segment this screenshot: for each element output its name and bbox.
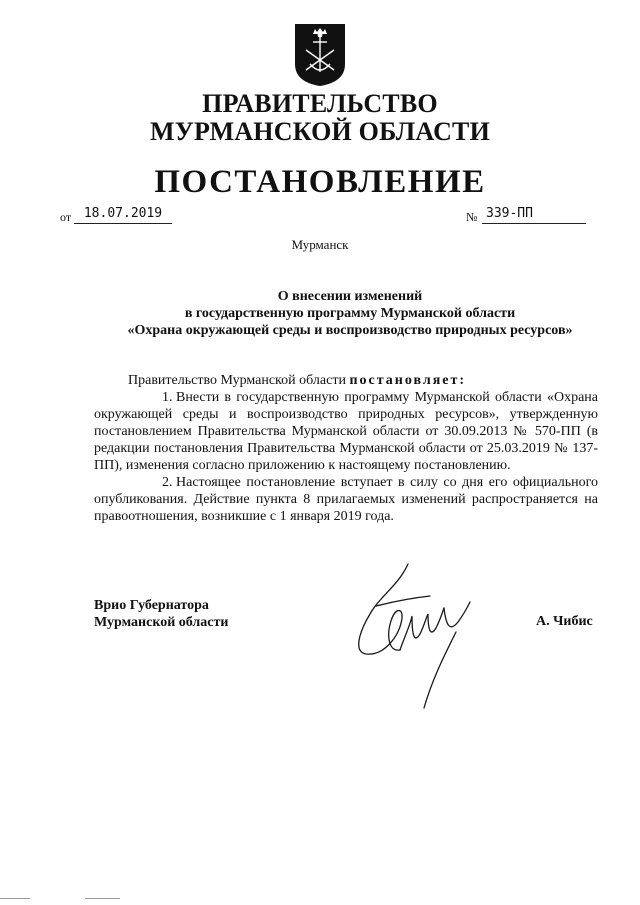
signer-position	[94, 597, 228, 631]
document-type: ПОСТАНОВЛЕНИЕ	[154, 164, 486, 200]
document-body	[94, 372, 598, 525]
handwritten-signature	[340, 556, 500, 716]
item-2-paragraph	[94, 474, 598, 525]
government-title-line2: МУРМАНСКОЙ ОБЛАСТИ	[149, 117, 491, 146]
document-subject	[0, 288, 640, 339]
signer-name: А. Чибис	[536, 614, 593, 629]
intro-paragraph	[94, 372, 598, 389]
item-2-number: 2.	[162, 475, 173, 490]
footer-divider	[85, 898, 120, 899]
number-prefix: №	[466, 210, 478, 224]
footer-divider	[0, 898, 30, 899]
government-title-line1: ПРАВИТЕЛЬСТВО	[202, 89, 438, 118]
city: Мурманск	[291, 237, 349, 252]
intro-text: Правительство Мурманской области	[128, 373, 350, 388]
signer-position-line2: Мурманской области	[94, 615, 229, 630]
item-1-text: Внести в государственную программу Мурманской области «Охрана окружающей среды и воспроизводство природных ресурсов», утвержденную постановлением Правительства Мурманской области от 30.09.2013 № 570-ПП (в редакции постановления Правительства Мурманской области от 25.03.2019 № 137-ПП), изменения согласно приложению к настоящему постановлению.	[94, 390, 598, 473]
intro-decree-word: постановляет:	[349, 373, 467, 388]
document-number: 339-ПП	[482, 206, 586, 224]
item-1-paragraph	[94, 389, 598, 474]
subject-line1: О внесении изменений	[277, 289, 423, 304]
item-2-text: Настоящее постановление вступает в силу со дня его официального опубликования. Действие пункта 8 прилагаемых изменений распространяется на правоотношения, возникшие с 1 января 2019 года.	[94, 475, 598, 524]
item-1-number: 1.	[162, 390, 173, 405]
date-prefix: от	[60, 210, 72, 224]
signer-position-line1: Врио Губернатора	[94, 598, 209, 613]
subject-line2: в государственную программу Мурманской области	[184, 306, 516, 321]
document-date: 18.07.2019	[74, 206, 172, 224]
subject-line3: «Охрана окружающей среды и воспроизводство природных ресурсов»	[127, 323, 573, 338]
coat-of-arms-icon	[293, 22, 347, 88]
